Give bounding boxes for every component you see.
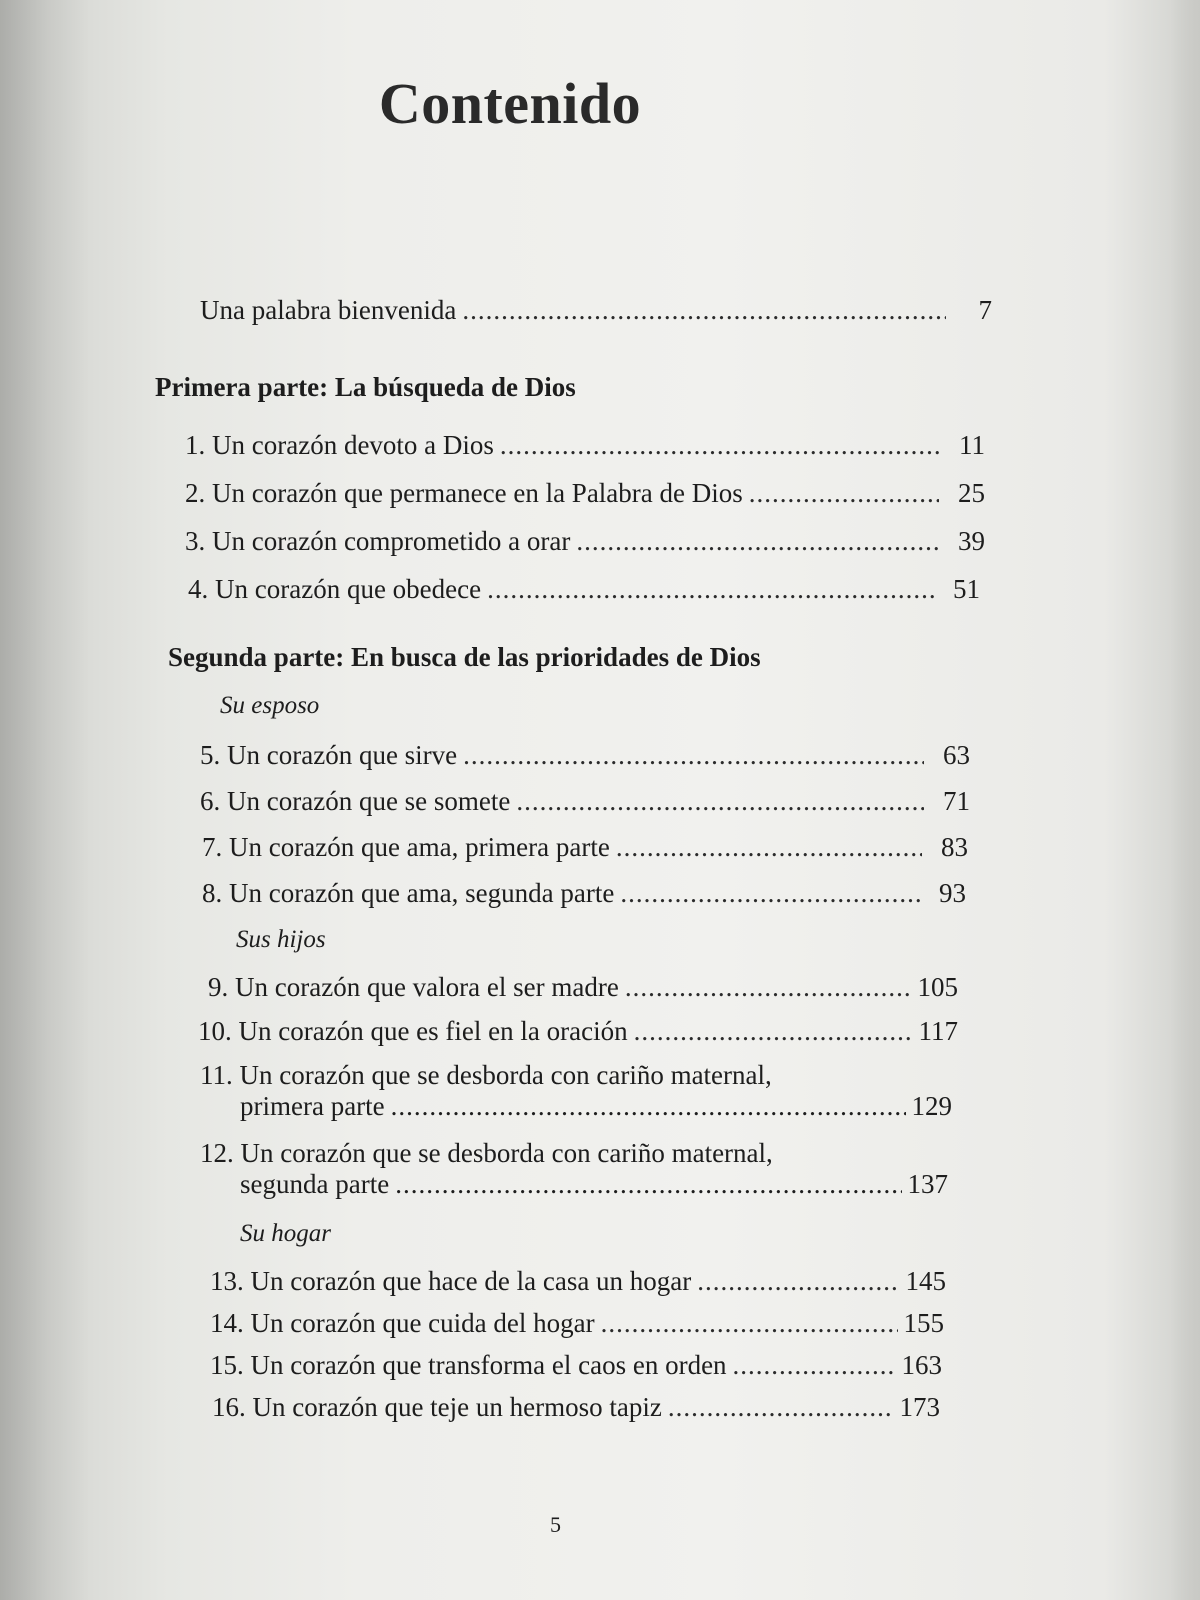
toc-entry-15 <box>210 1350 942 1381</box>
page-edge <box>1170 0 1200 1600</box>
toc-entry-5 <box>200 740 970 771</box>
toc-entry-label: 11. Un corazón que se desborda con cariño maternal, <box>200 1060 772 1090</box>
toc-entry-16 <box>212 1392 940 1423</box>
toc-entry-label: 16. Un corazón que teje un hermoso tapiz <box>212 1392 662 1422</box>
page-number: 5 <box>550 1512 561 1537</box>
toc-entry-7 <box>202 832 968 863</box>
toc-entry-label: 12. Un corazón que se desborda con cariño maternal, <box>200 1138 773 1168</box>
toc-entry-9 <box>208 972 958 1003</box>
toc-entry-page: 129 <box>911 1091 952 1121</box>
toc-entry-label-cont: segunda parte <box>240 1169 390 1199</box>
toc-entry-label: 13. Un corazón que hace de la casa un hogar <box>210 1266 692 1296</box>
toc-entry-page: 63 <box>943 740 970 770</box>
toc-entry-label: 2. Un corazón que permanece en la Palabra de Dios <box>185 478 743 508</box>
toc-entry-page: 163 <box>901 1350 942 1380</box>
leader-dots <box>463 740 924 771</box>
toc-entry-label: 3. Un corazón comprometido a orar <box>185 526 571 556</box>
toc-entry-12 <box>200 1138 948 1200</box>
leader-dots <box>616 832 922 863</box>
leader-dots <box>634 1016 912 1047</box>
toc-entry-label: 5. Un corazón que sirve <box>200 740 458 770</box>
toc-entry-page: 11 <box>959 430 985 460</box>
toc-entry-2 <box>185 478 985 509</box>
toc-entry-page: 117 <box>918 1016 958 1046</box>
toc-entry-3 <box>185 526 985 557</box>
toc-entry-label: 9. Un corazón que valora el ser madre <box>208 972 619 1002</box>
toc-entry-label-cont: primera parte <box>240 1091 385 1121</box>
toc-entry-6 <box>200 786 970 817</box>
toc-entry-13 <box>210 1266 946 1297</box>
toc-entry-11 <box>200 1060 952 1122</box>
toc-entry-label: 4. Un corazón que obedece <box>188 574 482 604</box>
toc-entry-intro <box>200 295 992 326</box>
toc-entry-label: 8. Un corazón que ama, segunda parte <box>202 878 615 908</box>
toc-entry-page: 71 <box>943 786 970 816</box>
leader-dots <box>462 295 946 326</box>
toc-entry-page: 105 <box>917 972 958 1002</box>
leader-dots <box>697 1266 899 1297</box>
leader-dots <box>625 972 912 1003</box>
toc-entry-label: 14. Un corazón que cuida del hogar <box>210 1308 595 1338</box>
toc-entry-page: 39 <box>958 526 985 556</box>
toc-entry-label: 6. Un corazón que se somete <box>200 786 511 816</box>
toc-entry-label: 15. Un corazón que transforma el caos en orden <box>210 1350 727 1380</box>
toc-page <box>150 60 1030 1540</box>
gutter-shadow <box>0 0 90 1600</box>
toc-entry-page: 51 <box>953 574 980 604</box>
leader-dots <box>391 1091 906 1122</box>
toc-entry-label: 10. Un corazón que es fiel en la oración <box>198 1016 628 1046</box>
section-title-hogar: Su hogar <box>240 1220 331 1247</box>
toc-entry-4 <box>188 574 980 605</box>
toc-entry-page: 83 <box>941 832 968 862</box>
toc-entry-page: 145 <box>905 1266 946 1296</box>
leader-dots <box>749 478 939 509</box>
toc-entry-label: Una palabra bienvenida <box>200 295 457 325</box>
toc-entry-label: 7. Un corazón que ama, primera parte <box>202 832 610 862</box>
toc-entry-page: 7 <box>978 295 992 325</box>
leader-dots <box>395 1169 901 1200</box>
toc-entry-page: 173 <box>899 1392 940 1422</box>
leader-dots <box>516 786 924 817</box>
section-title-hijos: Sus hijos <box>236 926 326 953</box>
section-title-esposo: Su esposo <box>220 692 320 719</box>
toc-entry-page: 137 <box>907 1169 948 1199</box>
toc-entry-8 <box>202 878 966 909</box>
toc-entry-label: 1. Un corazón devoto a Dios <box>185 430 494 460</box>
leader-dots <box>620 878 920 909</box>
leader-dots <box>733 1350 896 1381</box>
toc-entry-page: 155 <box>903 1308 944 1338</box>
leader-dots <box>601 1308 898 1339</box>
toc-entry-page: 25 <box>958 478 985 508</box>
toc-entry-page: 93 <box>939 878 966 908</box>
part-title-1: Primera parte: La búsqueda de Dios <box>155 372 576 402</box>
part-title-2: Segunda parte: En busca de las prioridades de Dios <box>168 642 761 672</box>
leader-dots <box>576 526 939 557</box>
leader-dots <box>500 430 939 461</box>
toc-entry-14 <box>210 1308 944 1339</box>
page-title: Contenido <box>378 71 642 136</box>
toc-entry-10 <box>198 1016 958 1047</box>
toc-entry-1 <box>185 430 985 461</box>
leader-dots <box>487 574 934 605</box>
leader-dots <box>668 1392 894 1423</box>
